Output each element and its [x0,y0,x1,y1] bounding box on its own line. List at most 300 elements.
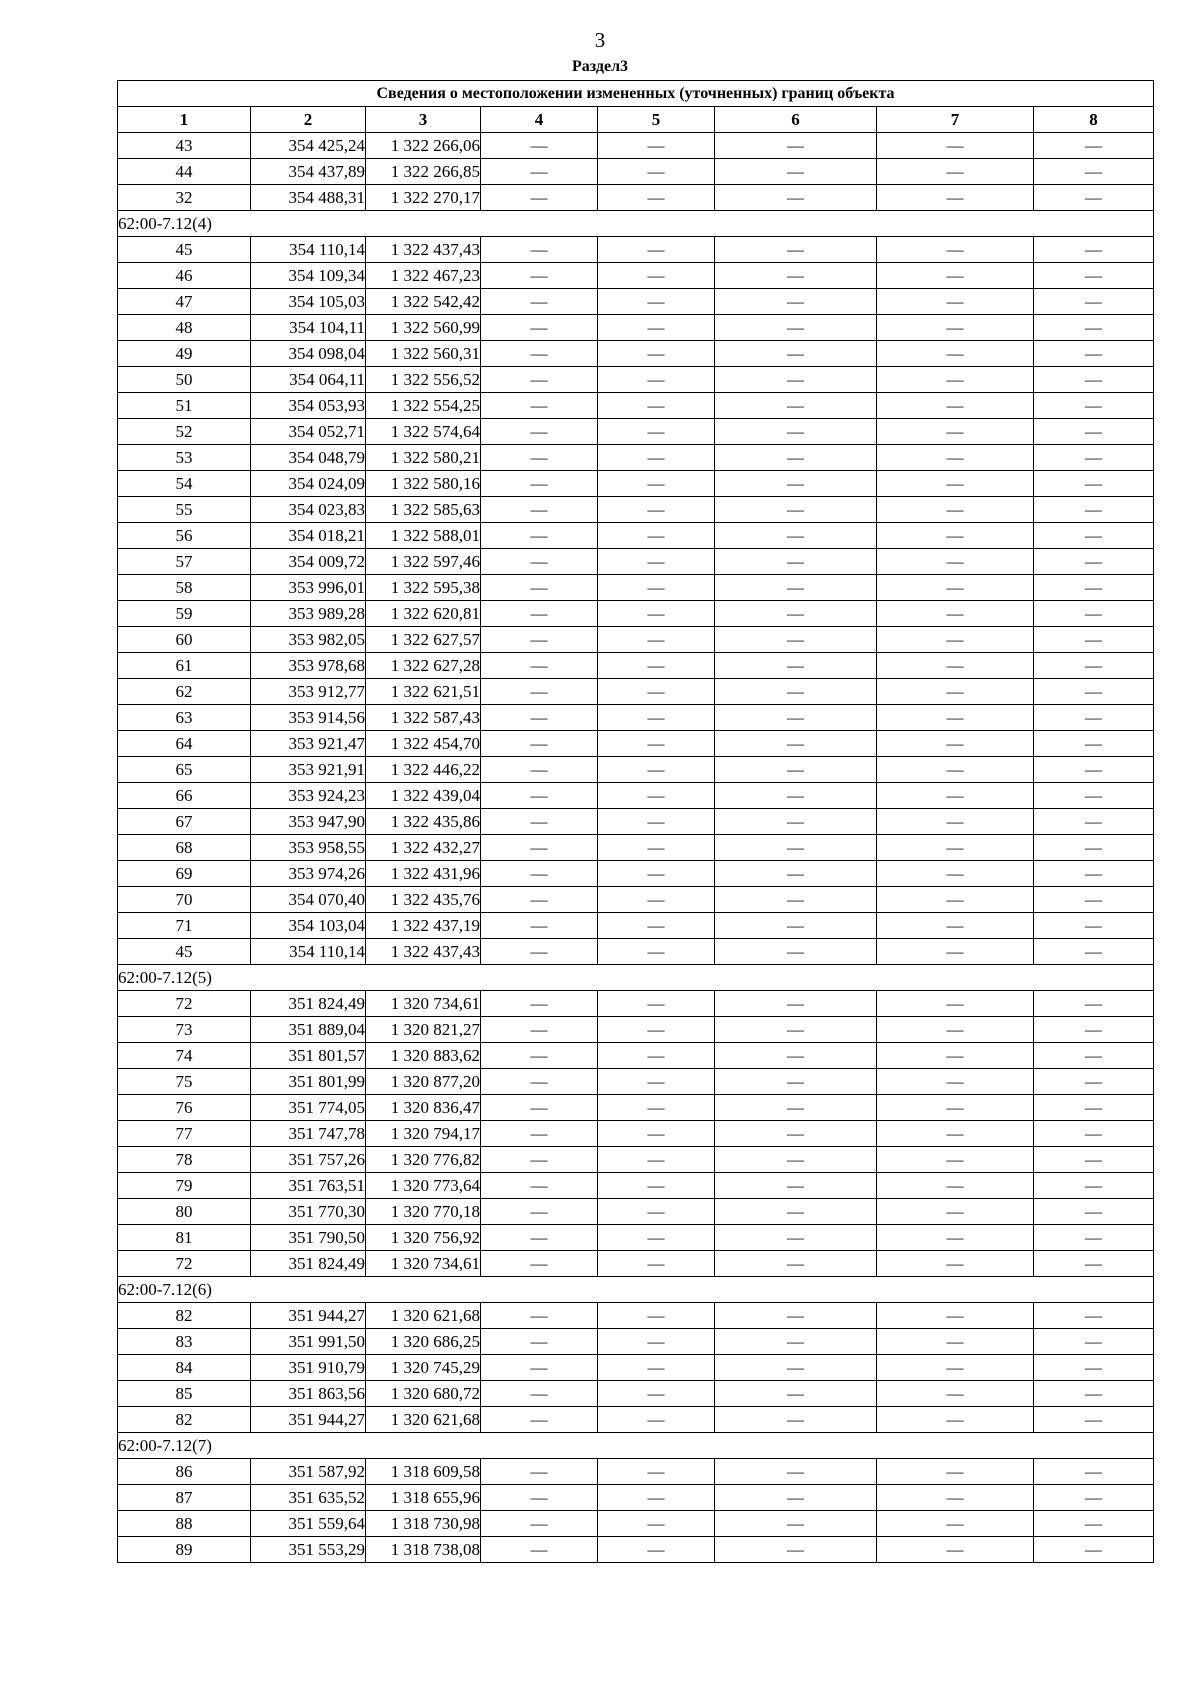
empty-cell: — [877,471,1034,497]
empty-cell: — [877,705,1034,731]
coordinate-y: 1 322 431,96 [366,861,481,887]
coordinate-y: 1 322 467,23 [366,263,481,289]
point-number: 86 [118,1459,251,1485]
empty-cell: — [715,1329,877,1355]
coordinate-x: 354 437,89 [251,159,366,185]
empty-cell: — [877,367,1034,393]
empty-cell: — [1034,679,1154,705]
empty-cell: — [481,1459,598,1485]
coordinate-y: 1 322 556,52 [366,367,481,393]
table-row [118,1069,1154,1095]
empty-cell: — [598,341,715,367]
point-number: 67 [118,809,251,835]
coordinate-x: 354 103,04 [251,913,366,939]
point-number: 79 [118,1173,251,1199]
coordinate-x: 351 801,99 [251,1069,366,1095]
empty-cell: — [598,1537,715,1563]
empty-cell: — [598,1173,715,1199]
coordinate-x: 354 018,21 [251,523,366,549]
coordinate-y: 1 318 730,98 [366,1511,481,1537]
empty-cell: — [715,315,877,341]
coordinate-y: 1 322 621,51 [366,679,481,705]
table-body [118,133,1154,1563]
empty-cell: — [715,575,877,601]
empty-cell: — [598,419,715,445]
coordinate-x: 354 104,11 [251,315,366,341]
empty-cell: — [1034,835,1154,861]
point-number: 69 [118,861,251,887]
coordinate-x: 354 488,31 [251,185,366,211]
empty-cell: — [1034,1251,1154,1277]
empty-cell: — [481,445,598,471]
empty-cell: — [877,1381,1034,1407]
coordinate-x: 354 110,14 [251,939,366,965]
empty-cell: — [481,1121,598,1147]
empty-cell: — [715,705,877,731]
empty-cell: — [715,653,877,679]
coordinate-y: 1 322 437,43 [366,939,481,965]
coordinate-y: 1 320 734,61 [366,991,481,1017]
empty-cell: — [877,679,1034,705]
empty-cell: — [877,1017,1034,1043]
empty-cell: — [598,315,715,341]
empty-cell: — [598,757,715,783]
empty-cell: — [481,1225,598,1251]
point-number: 73 [118,1017,251,1043]
point-number: 68 [118,835,251,861]
empty-cell: — [481,809,598,835]
empty-cell: — [877,237,1034,263]
coordinate-x: 351 889,04 [251,1017,366,1043]
table-row [118,1121,1154,1147]
table-row [118,341,1154,367]
empty-cell: — [481,1095,598,1121]
point-number: 66 [118,783,251,809]
point-number: 45 [118,939,251,965]
empty-cell: — [598,887,715,913]
empty-cell: — [877,991,1034,1017]
empty-cell: — [598,263,715,289]
group-row [118,1433,1154,1459]
empty-cell: — [715,783,877,809]
point-number: 84 [118,1355,251,1381]
empty-cell: — [877,315,1034,341]
coordinate-y: 1 320 686,25 [366,1329,481,1355]
point-number: 72 [118,991,251,1017]
empty-cell: — [715,133,877,159]
empty-cell: — [715,1199,877,1225]
empty-cell: — [481,627,598,653]
column-header: 2 [251,107,366,133]
coordinate-x: 354 070,40 [251,887,366,913]
empty-cell: — [877,445,1034,471]
empty-cell: — [481,1017,598,1043]
empty-cell: — [715,393,877,419]
empty-cell: — [715,237,877,263]
empty-cell: — [877,289,1034,315]
coordinate-y: 1 322 588,01 [366,523,481,549]
empty-cell: — [1034,1225,1154,1251]
coordinate-x: 354 009,72 [251,549,366,575]
coordinate-x: 351 774,05 [251,1095,366,1121]
empty-cell: — [715,1147,877,1173]
point-number: 82 [118,1407,251,1433]
empty-cell: — [481,1485,598,1511]
empty-cell: — [481,1537,598,1563]
coordinate-y: 1 320 883,62 [366,1043,481,1069]
empty-cell: — [877,1225,1034,1251]
coordinate-x: 354 109,34 [251,263,366,289]
empty-cell: — [481,1199,598,1225]
empty-cell: — [877,1199,1034,1225]
coordinate-x: 351 863,56 [251,1381,366,1407]
point-number: 54 [118,471,251,497]
empty-cell: — [1034,549,1154,575]
empty-cell: — [1034,731,1154,757]
empty-cell: — [481,289,598,315]
empty-cell: — [877,575,1034,601]
point-number: 47 [118,289,251,315]
empty-cell: — [1034,861,1154,887]
empty-cell: — [481,1251,598,1277]
empty-cell: — [715,1537,877,1563]
point-number: 48 [118,315,251,341]
empty-cell: — [1034,159,1154,185]
empty-cell: — [481,1303,598,1329]
empty-cell: — [877,939,1034,965]
coordinate-y: 1 322 627,28 [366,653,481,679]
empty-cell: — [1034,1199,1154,1225]
empty-cell: — [715,1251,877,1277]
point-number: 71 [118,913,251,939]
empty-cell: — [598,913,715,939]
empty-cell: — [877,1459,1034,1485]
empty-cell: — [598,549,715,575]
point-number: 32 [118,185,251,211]
table-row [118,1043,1154,1069]
empty-cell: — [598,1407,715,1433]
section-title: Раздел3 [571,58,629,75]
table-row [118,705,1154,731]
empty-cell: — [598,679,715,705]
coordinate-y: 1 320 680,72 [366,1381,481,1407]
table-row [118,575,1154,601]
coordinate-y: 1 322 432,27 [366,835,481,861]
empty-cell: — [1034,1329,1154,1355]
point-number: 83 [118,1329,251,1355]
empty-cell: — [598,1303,715,1329]
empty-cell: — [481,1407,598,1433]
table-row [118,1017,1154,1043]
coordinate-x: 351 763,51 [251,1173,366,1199]
table-row [118,757,1154,783]
table-row [118,1095,1154,1121]
empty-cell: — [715,887,877,913]
empty-cell: — [598,861,715,887]
coordinate-x: 351 944,27 [251,1407,366,1433]
empty-cell: — [715,991,877,1017]
group-row [118,1277,1154,1303]
table-row [118,497,1154,523]
table-row [118,1147,1154,1173]
empty-cell: — [598,289,715,315]
table-row [118,393,1154,419]
empty-cell: — [877,1407,1034,1433]
point-number: 74 [118,1043,251,1069]
empty-cell: — [715,1017,877,1043]
coordinate-x: 354 053,93 [251,393,366,419]
table-row [118,133,1154,159]
coordinate-y: 1 318 609,58 [366,1459,481,1485]
empty-cell: — [877,887,1034,913]
group-label: 62:00-7.12(6) [118,1277,1154,1303]
empty-cell: — [715,263,877,289]
empty-cell: — [481,939,598,965]
coordinate-x: 353 921,47 [251,731,366,757]
empty-cell: — [481,731,598,757]
table-row [118,445,1154,471]
table-row [118,1459,1154,1485]
empty-cell: — [481,1173,598,1199]
empty-cell: — [1034,1355,1154,1381]
empty-cell: — [1034,237,1154,263]
coordinate-y: 1 320 621,68 [366,1407,481,1433]
empty-cell: — [1034,471,1154,497]
table-row [118,1225,1154,1251]
coordinate-y: 1 320 621,68 [366,1303,481,1329]
table-row [118,1199,1154,1225]
coordinate-y: 1 322 542,42 [366,289,481,315]
empty-cell: — [481,471,598,497]
empty-cell: — [877,185,1034,211]
empty-cell: — [598,1355,715,1381]
table-row [118,237,1154,263]
empty-cell: — [1034,1303,1154,1329]
empty-cell: — [1034,1121,1154,1147]
point-number: 64 [118,731,251,757]
empty-cell: — [598,1147,715,1173]
table-row [118,913,1154,939]
table-row [118,861,1154,887]
table-row [118,1173,1154,1199]
point-number: 43 [118,133,251,159]
empty-cell: — [1034,783,1154,809]
empty-cell: — [877,497,1034,523]
empty-cell: — [877,835,1034,861]
coordinate-x: 353 921,91 [251,757,366,783]
empty-cell: — [598,1381,715,1407]
column-header: 1 [118,107,251,133]
empty-cell: — [715,159,877,185]
empty-cell: — [877,731,1034,757]
empty-cell: — [1034,497,1154,523]
coordinate-x: 354 425,24 [251,133,366,159]
empty-cell: — [481,159,598,185]
coordinate-x: 351 635,52 [251,1485,366,1511]
point-number: 53 [118,445,251,471]
empty-cell: — [715,367,877,393]
empty-cell: — [481,497,598,523]
coordinate-y: 1 320 770,18 [366,1199,481,1225]
empty-cell: — [1034,1381,1154,1407]
empty-cell: — [1034,939,1154,965]
empty-cell: — [481,523,598,549]
empty-cell: — [598,1121,715,1147]
point-number: 44 [118,159,251,185]
coordinate-y: 1 318 655,96 [366,1485,481,1511]
empty-cell: — [715,809,877,835]
empty-cell: — [598,783,715,809]
table-row [118,185,1154,211]
empty-cell: — [481,575,598,601]
empty-cell: — [481,1329,598,1355]
empty-cell: — [715,913,877,939]
coordinate-x: 351 757,26 [251,1147,366,1173]
empty-cell: — [877,263,1034,289]
empty-cell: — [877,1043,1034,1069]
coordinate-x: 351 944,27 [251,1303,366,1329]
point-number: 76 [118,1095,251,1121]
empty-cell: — [1034,1017,1154,1043]
empty-cell: — [1034,133,1154,159]
table-row [118,1537,1154,1563]
coordinate-x: 351 747,78 [251,1121,366,1147]
coordinate-y: 1 320 836,47 [366,1095,481,1121]
empty-cell: — [481,757,598,783]
group-row [118,211,1154,237]
empty-cell: — [598,471,715,497]
table-row [118,523,1154,549]
coordinate-y: 1 322 554,25 [366,393,481,419]
point-number: 45 [118,237,251,263]
empty-cell: — [715,1043,877,1069]
empty-cell: — [877,419,1034,445]
coordinate-y: 1 322 435,86 [366,809,481,835]
empty-cell: — [1034,705,1154,731]
empty-cell: — [598,1069,715,1095]
empty-cell: — [877,1121,1034,1147]
point-number: 52 [118,419,251,445]
empty-cell: — [877,861,1034,887]
empty-cell: — [1034,1173,1154,1199]
coordinate-x: 353 978,68 [251,653,366,679]
empty-cell: — [598,939,715,965]
coordinate-y: 1 322 266,85 [366,159,481,185]
coordinate-y: 1 322 620,81 [366,601,481,627]
empty-cell: — [1034,263,1154,289]
coordinate-x: 351 824,49 [251,991,366,1017]
empty-cell: — [481,861,598,887]
coordinate-y: 1 320 734,61 [366,1251,481,1277]
empty-cell: — [481,419,598,445]
empty-cell: — [715,939,877,965]
point-number: 70 [118,887,251,913]
point-number: 49 [118,341,251,367]
coordinate-y: 1 322 597,46 [366,549,481,575]
table-row [118,991,1154,1017]
empty-cell: — [481,991,598,1017]
coordinate-x: 353 912,77 [251,679,366,705]
table-row [118,1303,1154,1329]
empty-cell: — [1034,1511,1154,1537]
empty-cell: — [481,913,598,939]
point-number: 63 [118,705,251,731]
table-row [118,679,1154,705]
coordinate-x: 353 989,28 [251,601,366,627]
coordinate-x: 353 914,56 [251,705,366,731]
table-row [118,835,1154,861]
empty-cell: — [1034,1095,1154,1121]
empty-cell: — [877,133,1034,159]
coordinate-x: 351 559,64 [251,1511,366,1537]
empty-cell: — [877,1251,1034,1277]
coordinate-y: 1 322 437,43 [366,237,481,263]
empty-cell: — [715,497,877,523]
coordinate-y: 1 320 821,27 [366,1017,481,1043]
coordinate-y: 1 322 266,06 [366,133,481,159]
empty-cell: — [1034,913,1154,939]
empty-cell: — [1034,1043,1154,1069]
empty-cell: — [1034,367,1154,393]
coordinate-x: 353 947,90 [251,809,366,835]
empty-cell: — [877,1355,1034,1381]
empty-cell: — [481,367,598,393]
coordinate-x: 354 105,03 [251,289,366,315]
coordinate-y: 1 322 560,31 [366,341,481,367]
coordinate-y: 1 318 738,08 [366,1537,481,1563]
empty-cell: — [481,835,598,861]
coordinate-x: 354 023,83 [251,497,366,523]
empty-cell: — [598,1459,715,1485]
table-row [118,601,1154,627]
coordinate-x: 353 982,05 [251,627,366,653]
empty-cell: — [598,627,715,653]
empty-cell: — [481,237,598,263]
empty-cell: — [598,601,715,627]
empty-cell: — [877,653,1034,679]
empty-cell: — [481,263,598,289]
point-number: 81 [118,1225,251,1251]
column-header: 8 [1034,107,1154,133]
coordinate-x: 351 770,30 [251,1199,366,1225]
coordinate-y: 1 322 595,38 [366,575,481,601]
empty-cell: — [715,419,877,445]
group-label: 62:00-7.12(5) [118,965,1154,991]
empty-cell: — [481,133,598,159]
empty-cell: — [715,835,877,861]
empty-cell: — [1034,809,1154,835]
empty-cell: — [598,1199,715,1225]
empty-cell: — [715,1303,877,1329]
empty-cell: — [715,601,877,627]
coordinate-y: 1 322 585,63 [366,497,481,523]
table-row [118,419,1154,445]
coordinate-y: 1 322 437,19 [366,913,481,939]
empty-cell: — [715,1459,877,1485]
empty-cell: — [877,523,1034,549]
empty-cell: — [1034,1407,1154,1433]
point-number: 59 [118,601,251,627]
empty-cell: — [481,783,598,809]
empty-cell: — [481,705,598,731]
coordinate-y: 1 322 580,21 [366,445,481,471]
empty-cell: — [715,1173,877,1199]
coordinate-y: 1 320 773,64 [366,1173,481,1199]
coordinate-x: 354 064,11 [251,367,366,393]
coordinate-y: 1 320 745,29 [366,1355,481,1381]
empty-cell: — [877,783,1034,809]
empty-cell: — [715,289,877,315]
